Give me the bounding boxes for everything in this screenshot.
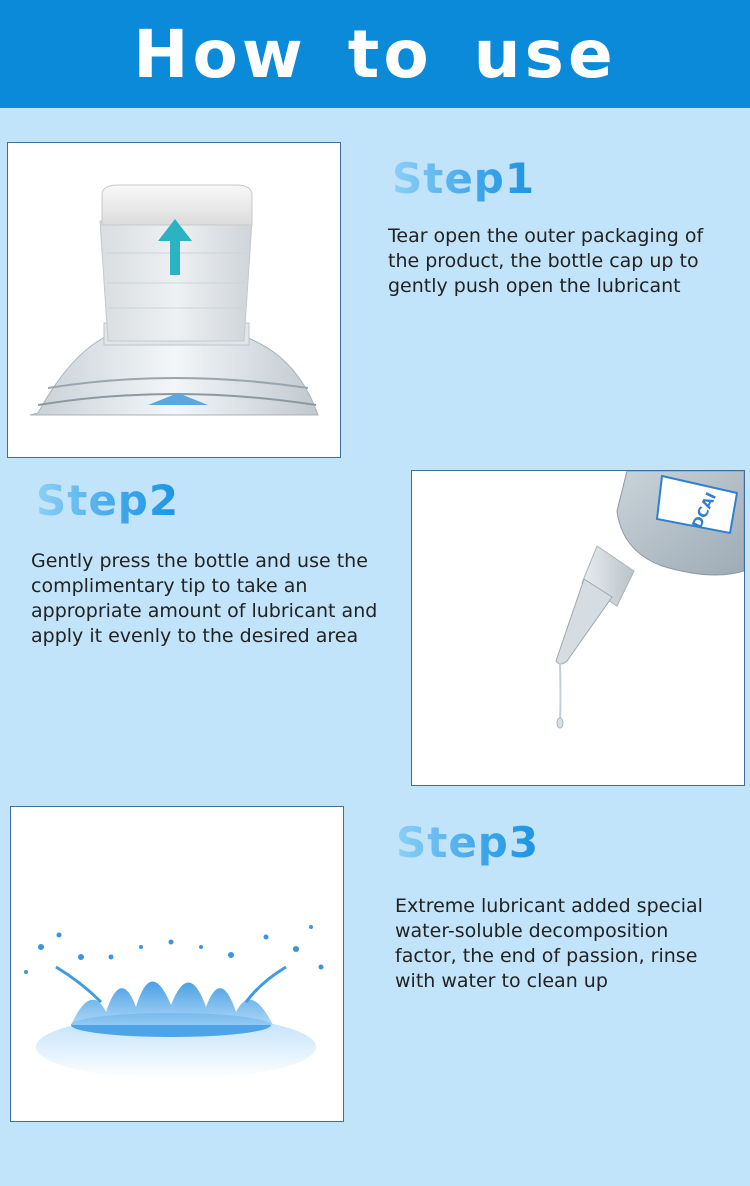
step3-description: Extreme lubricant added special water-soluble decomposition factor, the end of passion, rinse with water to clean up: [395, 895, 703, 992]
step3-title: Step3: [396, 818, 540, 867]
water-splash-icon: [11, 807, 343, 1121]
step2-description: Gently press the bottle and use the complimentary tip to take an appropriate amount of lubricant and apply it evenly to the desired area: [31, 550, 378, 647]
step2-image: [411, 470, 745, 786]
page-title: How to use: [133, 15, 617, 93]
step1-title: Step1: [392, 154, 536, 203]
bottle-cap-arrow-up-icon: [8, 143, 340, 457]
bottle-label-text: DCAI: [689, 490, 720, 532]
step1-description: Tear open the outer packaging of the product, the bottle cap up to gently push open the lubricant: [388, 225, 704, 297]
header-banner: [0, 0, 750, 108]
bottle-nozzle-drip-icon: [412, 471, 744, 785]
step1-image: [7, 142, 341, 458]
step3-image: [10, 806, 344, 1122]
step2-title: Step2: [36, 476, 180, 525]
